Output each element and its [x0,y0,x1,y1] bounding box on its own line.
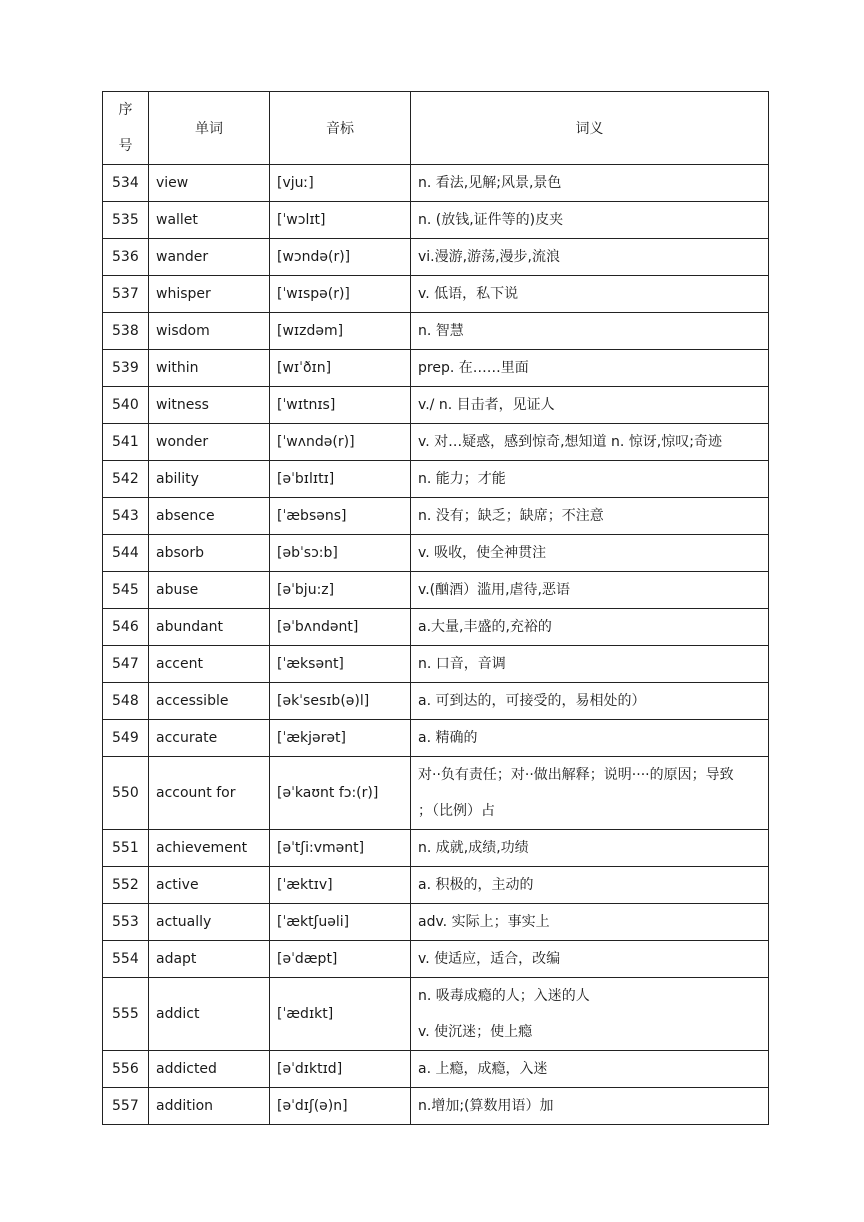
row-meaning [411,1051,769,1088]
row-phonetic: [wɔndə(r)] [270,239,411,276]
row-index: 556 [103,1051,149,1088]
row-word: absorb [149,535,270,572]
row-phonetic: [əˈdɪktɪd] [270,1051,411,1088]
row-word: within [149,350,270,387]
table-row [103,572,769,609]
table-row [103,941,769,978]
meaning-line: n. 能力；才能 [418,471,506,487]
row-word: wisdom [149,313,270,350]
meaning-line: a. 可到达的，可接受的，易相处的） [418,693,646,709]
row-phonetic: [ˈæktɪv] [270,867,411,904]
meaning-line: a. 精确的 [418,730,478,746]
table-row [103,683,769,720]
row-index: 536 [103,239,149,276]
row-word: ability [149,461,270,498]
meaning-line: n. (放钱,证件等的)皮夹 [418,212,564,228]
meaning-line: n. 吸毒成瘾的人；入迷的人 [418,988,590,1004]
row-meaning [411,757,769,830]
row-word: accessible [149,683,270,720]
row-index: 549 [103,720,149,757]
row-index: 542 [103,461,149,498]
meaning-line: vi.漫游,游荡,漫步,流浪 [418,249,560,265]
row-index: 552 [103,867,149,904]
meaning-line: v. 吸收，使全神贯注 [418,545,547,561]
row-phonetic: [əˈbʌndənt] [270,609,411,646]
row-word: absence [149,498,270,535]
row-meaning [411,276,769,313]
row-meaning [411,461,769,498]
table-row [103,276,769,313]
row-word: whisper [149,276,270,313]
row-word: actually [149,904,270,941]
meaning-line: v. 使沉迷；使上瘾 [418,1024,533,1040]
table-row [103,978,769,1051]
row-meaning [411,424,769,461]
row-phonetic: [əˈdæpt] [270,941,411,978]
row-word: adapt [149,941,270,978]
row-meaning [411,867,769,904]
table-row [103,646,769,683]
row-phonetic: [ˈwɔlɪt] [270,202,411,239]
row-meaning [411,498,769,535]
row-phonetic: [ˈwʌndə(r)] [270,424,411,461]
header-index [103,92,149,165]
row-index: 545 [103,572,149,609]
row-meaning [411,904,769,941]
row-word: addition [149,1088,270,1125]
row-phonetic: [əˈbju:z] [270,572,411,609]
row-index: 550 [103,757,149,830]
table-row [103,424,769,461]
row-phonetic: [wɪzdəm] [270,313,411,350]
row-meaning [411,609,769,646]
row-phonetic: [əkˈsesɪb(ə)l] [270,683,411,720]
row-word: accurate [149,720,270,757]
row-meaning [411,387,769,424]
row-meaning [411,941,769,978]
row-word: wallet [149,202,270,239]
table-row [103,239,769,276]
table-row [103,387,769,424]
row-phonetic: [əˈkaʊnt fɔ:(r)] [270,757,411,830]
meaning-line: a.大量,丰盛的,充裕的 [418,619,552,635]
row-meaning [411,239,769,276]
row-phonetic: [ˈækjərət] [270,720,411,757]
row-word: abuse [149,572,270,609]
table-row [103,461,769,498]
row-index: 544 [103,535,149,572]
row-word: accent [149,646,270,683]
row-word: wonder [149,424,270,461]
row-phonetic: [əˈbɪlɪtɪ] [270,461,411,498]
meaning-line: ；（比例）占 [418,803,495,819]
header-meaning: 词义 [411,92,769,165]
meaning-line: adv. 实际上；事实上 [418,914,550,930]
table-row [103,1088,769,1125]
meaning-line: v. 对…疑惑，感到惊奇,想知道 n. 惊讶,惊叹;奇迹 [418,434,722,450]
row-index: 555 [103,978,149,1051]
row-word: addict [149,978,270,1051]
row-index: 540 [103,387,149,424]
row-word: active [149,867,270,904]
row-word: abundant [149,609,270,646]
row-index: 551 [103,830,149,867]
row-phonetic: [wɪˈðɪn] [270,350,411,387]
table-row [103,867,769,904]
header-index-line2: 号 [118,138,133,154]
meaning-line: a. 上瘾，成瘾，入迷 [418,1061,548,1077]
row-index: 541 [103,424,149,461]
meaning-line: n. 口音，音调 [418,656,506,672]
row-index: 547 [103,646,149,683]
row-index: 534 [103,165,149,202]
row-meaning [411,1088,769,1125]
table-header-row [103,92,769,165]
row-index: 535 [103,202,149,239]
table-row [103,498,769,535]
table-row [103,609,769,646]
row-word: wander [149,239,270,276]
header-phonetic: 音标 [270,92,411,165]
row-phonetic: [ˈæbsəns] [270,498,411,535]
row-meaning [411,535,769,572]
table-row [103,165,769,202]
row-word: achievement [149,830,270,867]
header-word: 单词 [149,92,270,165]
meaning-line: n. 没有；缺乏；缺席；不注意 [418,508,604,524]
row-index: 557 [103,1088,149,1125]
meaning-line: v.(酗酒）滥用,虐待,恶语 [418,582,571,598]
row-index: 543 [103,498,149,535]
meaning-line: n.增加;(算数用语）加 [418,1098,554,1114]
table-row [103,720,769,757]
meaning-line: prep. 在……里面 [418,360,529,376]
row-phonetic: [ˈæktʃuəli] [270,904,411,941]
row-meaning [411,202,769,239]
meaning-line: n. 看法,见解;风景,景色 [418,175,562,191]
row-phonetic: [ˈwɪspə(r)] [270,276,411,313]
meaning-line: 对··负有责任；对··做出解释；说明····的原因；导致 [418,767,734,783]
row-phonetic: [ˈædɪkt] [270,978,411,1051]
row-word: account for [149,757,270,830]
row-meaning [411,165,769,202]
table-row [103,1051,769,1088]
row-index: 554 [103,941,149,978]
table-row [103,350,769,387]
row-phonetic: [əbˈsɔ:b] [270,535,411,572]
table-row [103,535,769,572]
row-phonetic: [ˈwɪtnɪs] [270,387,411,424]
row-word: witness [149,387,270,424]
meaning-line: v. 低语，私下说 [418,286,519,302]
row-index: 546 [103,609,149,646]
meaning-line: n. 成就,成绩,功绩 [418,840,529,856]
row-phonetic: [əˈtʃi:vmənt] [270,830,411,867]
table-row [103,757,769,830]
meaning-line: v. 使适应，适合，改编 [418,951,561,967]
row-word: addicted [149,1051,270,1088]
header-index-line1: 序 [118,102,133,118]
meaning-line: v./ n. 目击者，见证人 [418,397,555,413]
row-meaning [411,978,769,1051]
table-row [103,904,769,941]
meaning-line: a. 积极的，主动的 [418,877,534,893]
meaning-line: n. 智慧 [418,323,464,339]
row-meaning [411,646,769,683]
row-meaning [411,720,769,757]
row-index: 548 [103,683,149,720]
row-index: 538 [103,313,149,350]
row-index: 553 [103,904,149,941]
row-index: 539 [103,350,149,387]
row-meaning [411,350,769,387]
row-word: view [149,165,270,202]
table-row [103,202,769,239]
table-row [103,830,769,867]
vocabulary-table [102,91,769,1125]
row-phonetic: [ˈæksənt] [270,646,411,683]
row-index: 537 [103,276,149,313]
table-row [103,313,769,350]
row-meaning [411,830,769,867]
row-meaning [411,313,769,350]
row-meaning [411,683,769,720]
row-meaning [411,572,769,609]
row-phonetic: [vjuː] [270,165,411,202]
row-phonetic: [əˈdɪʃ(ə)n] [270,1088,411,1125]
